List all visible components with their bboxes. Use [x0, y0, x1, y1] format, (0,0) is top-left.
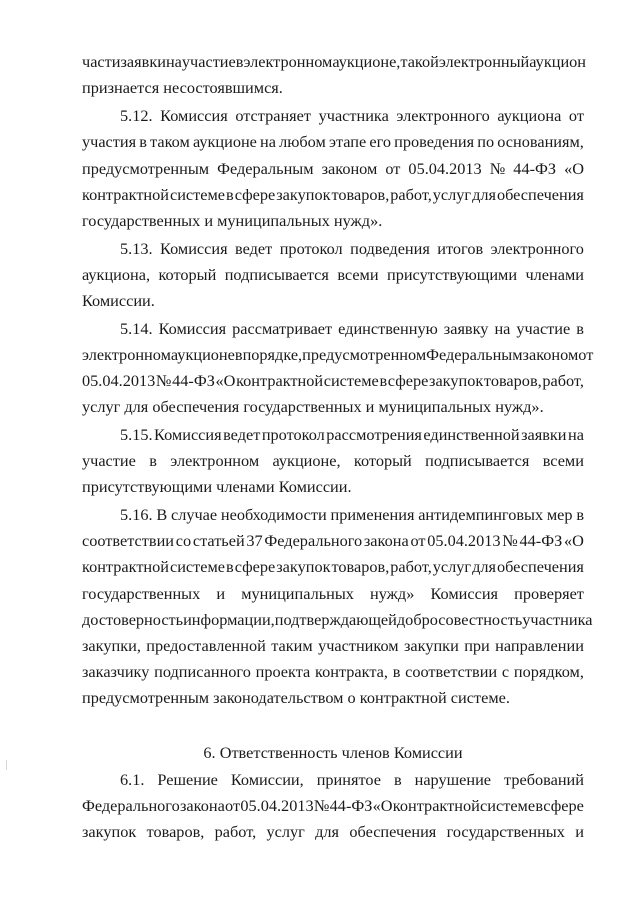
word: аукциона,	[82, 265, 151, 284]
word: сфере	[543, 796, 584, 815]
word: услуг	[432, 557, 472, 576]
word: нужд»	[370, 584, 415, 603]
word: участником	[318, 636, 399, 655]
word: работ,	[542, 371, 584, 390]
word: таком	[150, 132, 190, 151]
word: при	[464, 636, 490, 655]
word: со	[175, 531, 192, 550]
paragraph-5-12-first-line	[120, 106, 584, 126]
word: заявки	[120, 52, 166, 71]
word: электронный	[438, 52, 530, 71]
word: нарушение	[414, 770, 492, 789]
word: 37	[246, 531, 263, 550]
word: членами	[525, 265, 584, 284]
word: применения	[330, 505, 415, 524]
word: соответствии	[405, 662, 498, 681]
word: от	[568, 106, 584, 125]
word: и	[216, 584, 226, 603]
word: ведет	[223, 425, 261, 444]
word: от	[410, 531, 426, 550]
word: «О	[372, 796, 393, 815]
word: проведения	[394, 132, 475, 151]
word: для	[472, 185, 496, 204]
word: от	[578, 345, 594, 364]
section-heading: 6. Ответственность членов Комиссии	[203, 743, 463, 762]
word: подписывается	[425, 451, 530, 470]
word: отстраняет	[235, 106, 312, 125]
word: присутствующими	[386, 265, 518, 284]
word: проверяет	[514, 584, 584, 603]
word: 05.04.2013	[82, 371, 156, 390]
word: мер	[546, 505, 573, 524]
word: аукцион	[529, 52, 587, 71]
word: в	[392, 662, 401, 681]
word: Решение	[157, 770, 218, 789]
word: 5.16.	[120, 505, 153, 524]
word: «О	[215, 371, 236, 390]
word: аукционе	[170, 345, 235, 364]
word: 6.1.	[120, 770, 145, 789]
word: рассматривает	[232, 319, 333, 338]
word: участие	[82, 451, 136, 470]
word: в	[576, 319, 584, 338]
word: 44-ФЗ	[513, 159, 557, 178]
word: контрактной	[236, 371, 324, 390]
text-line	[82, 662, 584, 682]
word: законом	[321, 159, 378, 178]
text-line	[82, 610, 593, 630]
word: обеспечения	[496, 557, 584, 576]
word: в	[226, 557, 234, 576]
word: муниципальных	[241, 584, 354, 603]
word: государственных	[446, 822, 565, 841]
text-line	[82, 584, 584, 604]
word: участие	[181, 52, 236, 71]
word: Комиссия	[154, 425, 222, 444]
word: 5.13.	[120, 239, 153, 258]
word: в	[235, 52, 244, 71]
word: 5.14.	[120, 319, 153, 338]
word: контракта,	[315, 662, 388, 681]
word: подписывается	[224, 265, 329, 284]
word: единственную	[338, 319, 438, 338]
text-line	[82, 345, 594, 365]
word: итогов	[437, 239, 484, 258]
word: 05.04.2013	[240, 796, 314, 815]
word: закупок	[276, 557, 331, 576]
word: предусмотренном	[302, 345, 427, 364]
word: участника	[522, 610, 593, 629]
text-line: государственных и муниципальных нужд».	[82, 211, 383, 230]
word: на	[260, 132, 276, 151]
text-line: признается несостоявшимся.	[82, 78, 283, 97]
word: подписанного	[154, 662, 251, 681]
word: Федерального	[264, 531, 363, 550]
word: электронном	[82, 345, 171, 364]
word: закупки,	[82, 636, 141, 655]
word: в	[226, 185, 234, 204]
paragraph-6-1-first-line	[120, 770, 584, 790]
text-line: услуг для обеспечения государственных и муниципальных нужд».	[82, 397, 544, 416]
word: который	[158, 265, 217, 284]
word: сфере	[234, 557, 276, 576]
word: основаниям,	[497, 132, 584, 151]
word: на	[494, 319, 511, 338]
word: требований	[504, 770, 584, 789]
text-line	[82, 636, 584, 656]
word: для	[315, 822, 340, 841]
word: Комиссия	[158, 319, 227, 338]
word: случае	[170, 505, 218, 524]
word: электронного	[396, 106, 490, 125]
word: этапе	[328, 132, 367, 151]
paragraph-5-13-first-line	[120, 239, 584, 259]
word: 5.15.	[120, 425, 153, 444]
word: заказчику	[82, 662, 150, 681]
word: соответствии	[82, 531, 174, 550]
word: по	[477, 132, 495, 151]
word: 5.12.	[120, 106, 153, 125]
word: предусмотренным	[82, 159, 210, 178]
word: №	[313, 796, 330, 815]
word: работ,	[214, 822, 257, 841]
scan-margin-mark	[6, 760, 7, 770]
word: №	[155, 371, 172, 390]
word: добросовестность	[396, 610, 523, 629]
text-line	[82, 132, 584, 152]
word: закупок	[276, 185, 331, 204]
word: направлении	[495, 636, 584, 655]
word: в	[379, 371, 388, 390]
text-line	[82, 371, 584, 391]
text-line	[82, 52, 587, 72]
word: в	[139, 132, 147, 151]
word: №	[489, 159, 506, 178]
word: принятое	[316, 770, 381, 789]
word: обеспечения	[496, 185, 584, 204]
word: в	[149, 451, 157, 470]
word: его	[369, 132, 391, 151]
word: аукционе,	[332, 52, 401, 71]
word: закупок	[429, 371, 484, 390]
text-line: Комиссии.	[82, 291, 155, 310]
word: товаров,	[146, 822, 205, 841]
text-line	[82, 557, 584, 577]
paragraph-5-14-first-line	[120, 319, 584, 339]
word: подведения	[350, 239, 430, 258]
word: всеми	[542, 451, 584, 470]
word: Комиссия	[160, 106, 228, 125]
word: контрактной	[82, 557, 169, 576]
word: электронного	[490, 239, 584, 258]
word: в	[393, 770, 402, 789]
text-line	[82, 159, 584, 179]
word: порядке,	[242, 345, 303, 364]
word: «О	[564, 159, 584, 178]
word: любом	[279, 132, 326, 151]
word: Федеральным	[426, 345, 523, 364]
word: в	[535, 796, 544, 815]
word: антидемпинговых	[418, 505, 544, 524]
word: услуг	[266, 822, 305, 841]
word: части	[82, 52, 121, 71]
text-line	[82, 822, 584, 842]
word: протокол	[279, 239, 343, 258]
word: информации,	[183, 610, 275, 629]
paragraph-5-15-first-line	[120, 425, 584, 445]
text-line	[82, 265, 584, 285]
word: контрактной	[82, 185, 169, 204]
word: закона	[363, 531, 409, 550]
text-line	[82, 796, 584, 816]
word: контрактной	[392, 796, 480, 815]
word: электронном	[243, 52, 333, 71]
word: работ,	[390, 557, 432, 576]
word: с	[501, 662, 510, 681]
word: в	[576, 505, 584, 524]
word: в	[234, 345, 243, 364]
word: проекта	[255, 662, 311, 681]
word: такой	[400, 52, 439, 71]
word: работ,	[390, 185, 432, 204]
word: системе	[169, 185, 226, 204]
word: аукциона	[497, 106, 562, 125]
word: на	[568, 425, 584, 444]
word: рассмотрения	[326, 425, 422, 444]
word: электронном	[170, 451, 260, 470]
word: заявку	[443, 319, 489, 338]
word: 44-ФЗ	[172, 371, 215, 390]
word: Комиссия	[160, 239, 228, 258]
word: Комиссии,	[230, 770, 304, 789]
word: участие	[516, 319, 571, 338]
word: системе	[323, 371, 379, 390]
word: В	[156, 505, 168, 524]
word: подтверждающей	[274, 610, 397, 629]
word: сфере	[387, 371, 429, 390]
word: заявки	[521, 425, 567, 444]
word: всеми	[337, 265, 379, 284]
word: системе	[480, 796, 536, 815]
word: 05.04.2013	[408, 159, 482, 178]
word: обеспечения	[349, 822, 437, 841]
text-line	[82, 531, 584, 551]
word: участия	[82, 132, 137, 151]
word: от	[385, 159, 401, 178]
word: и	[575, 822, 584, 841]
word: аукционе,	[272, 451, 341, 470]
word: на	[165, 52, 182, 71]
word: протокол	[261, 425, 325, 444]
word: аукционе	[192, 132, 257, 151]
word: 44-ФЗ	[329, 796, 373, 815]
word: предоставленной	[146, 636, 266, 655]
word: закупок	[82, 822, 137, 841]
word: Федерального	[82, 796, 180, 815]
word: товаров,	[331, 185, 390, 204]
word: услуг	[432, 185, 472, 204]
text-line: предусмотренным законодательством о контрактной системе.	[82, 688, 510, 707]
word: сфере	[234, 185, 276, 204]
word: закона	[179, 796, 225, 815]
word: статьей	[192, 531, 245, 550]
word: участника	[318, 106, 389, 125]
word: товаров,	[331, 557, 390, 576]
word: закупки	[403, 636, 459, 655]
word: для	[472, 557, 496, 576]
word: товаров,	[483, 371, 542, 390]
word: законом	[522, 345, 579, 364]
word: «О	[563, 531, 584, 550]
word: ведет	[235, 239, 273, 258]
word: порядком,	[513, 662, 584, 681]
paragraph-5-16-first-line	[120, 505, 584, 525]
word: 44-ФЗ	[519, 531, 563, 550]
text-line	[82, 451, 584, 471]
word: который	[353, 451, 412, 470]
text-line	[82, 185, 584, 205]
text-line: присутствующими членами Комиссии.	[82, 477, 352, 496]
word: системе	[169, 557, 226, 576]
word: от	[225, 796, 241, 815]
word: Федеральным	[217, 159, 314, 178]
word: единственной	[423, 425, 520, 444]
word: Комиссия	[430, 584, 499, 603]
word: 05.04.2013	[427, 531, 501, 550]
word: необходимости	[220, 505, 327, 524]
word: №	[502, 531, 518, 550]
word: государственных	[82, 584, 201, 603]
word: таким	[271, 636, 313, 655]
word: достоверность	[82, 610, 184, 629]
